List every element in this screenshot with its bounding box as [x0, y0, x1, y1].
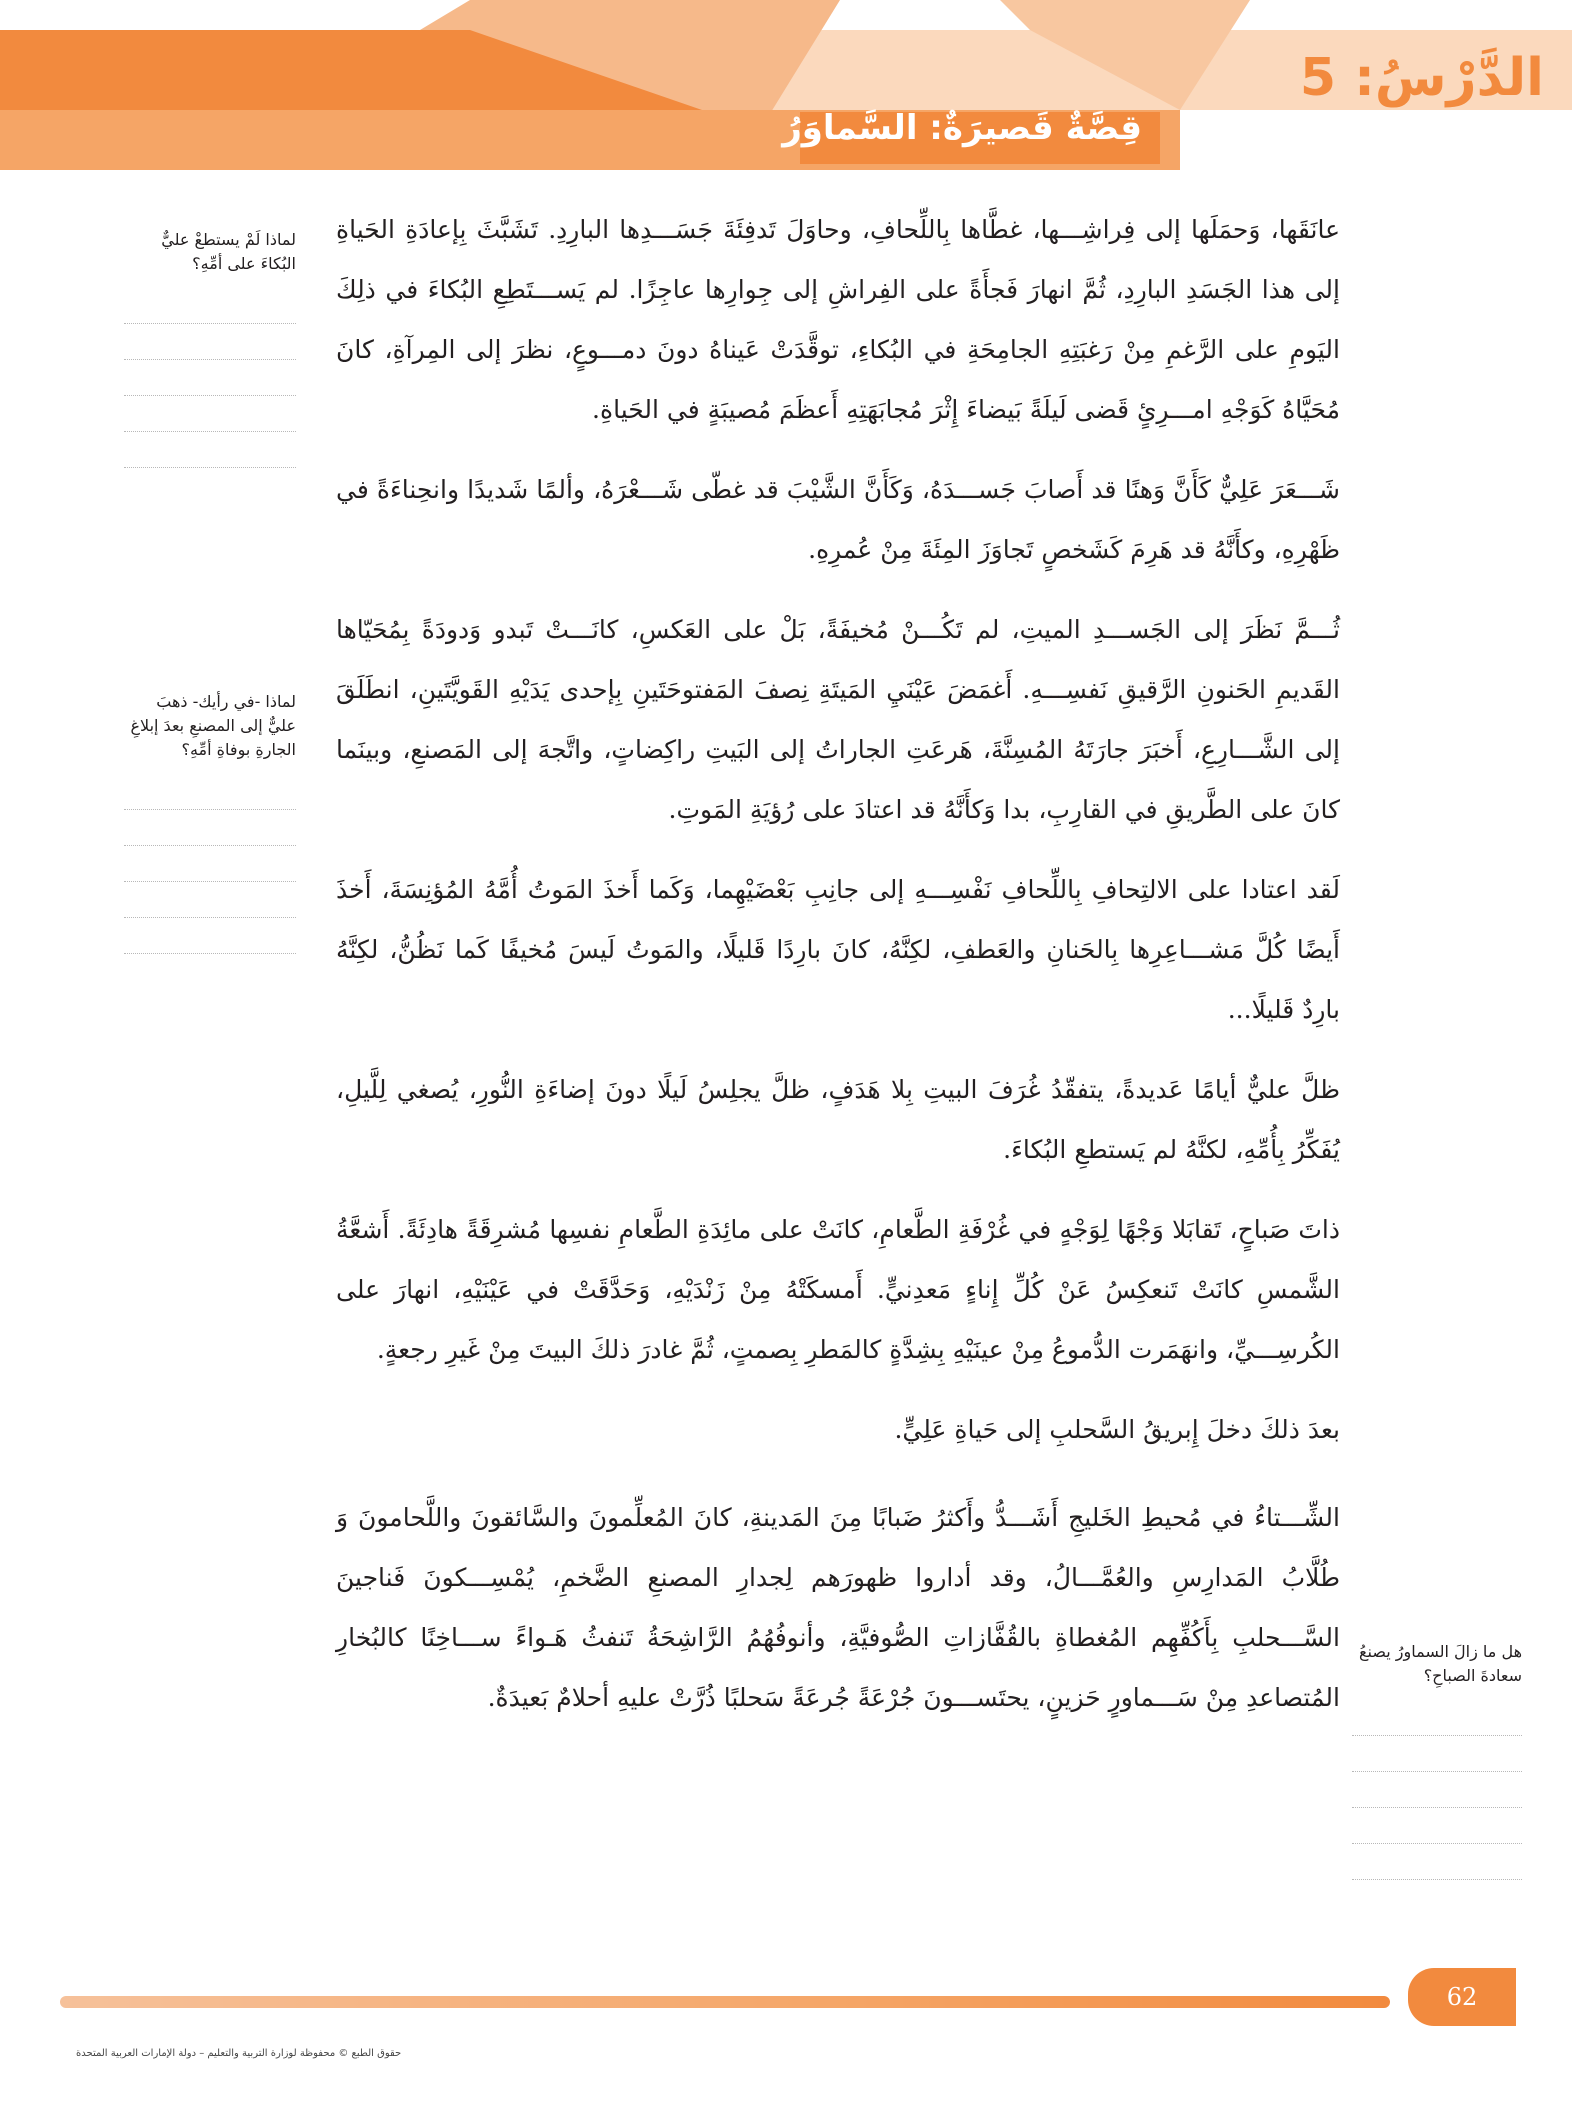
- answer-line[interactable]: [1352, 1772, 1522, 1808]
- side-question-3: هل ما زالَ السماورُ يصنعُ سعادةَ الصباحِ؟: [1359, 1642, 1522, 1685]
- story-paragraph-5: ظلَّ عليٌّ أيامًا عَديدةً، يتفقّدُ غُرَفَ البيتِ بِلا هَدَفٍ، ظلَّ يجلِسُ لَيلًا دونَ إضاءَةِ النُّورِ، يُصغي لِلَّيلِ، يُفَكِّرُ بِأُمِّهِ، لكنَّهُ لم يَستطعِ البُكاءَ.: [336, 1075, 1340, 1164]
- answer-line[interactable]: [124, 288, 296, 324]
- side-question-block-2: [124, 690, 296, 954]
- footer-bar: [60, 1996, 1390, 2008]
- story-paragraph-1: عانَقَها، وَحمَلَها إلى فِراشِـــها، غطَّاها بِاللِّحافِ، وحاوَلَ تَدفِئَةَ جَسَـــدِها البارِدِ. تَشَبَّثَ بِإعادَةِ الحَياةِ إلى هذا الجَسَدِ البارِدِ، ثُمَّ انهارَ فَجأَةً على الفِراشِ إلى جِوارِها عاجِزًا. لم يَســـتَطِعِ البُكاءَ في ذلِكَ اليَومِ على الرَّغمِ مِنْ رَغبَتِهِ الجامِحَةِ في البُكاءِ، توقَّدَتْ عَيناهُ دونَ دمـــوعٍ، نظرَ إلى المِرآةِ، كانَ مُحَيَّاهُ كَوَجْهِ امـــرِئٍ قَضى لَيلَةً بَيضاءَ إِثْرَ مُجابَهَتِهِ أَعظَمَ مُصيبَةٍ في الحَياةِ.: [336, 215, 1340, 424]
- side-question-2: لماذا -في رأيك- ذهبَ عليٌّ إلى المصنعِ بعدَ إبلاغِ الجارةِ بوفاةِ أمِّهِ؟: [130, 692, 296, 759]
- side-question-1: لماذا لَمْ يستطعْ عليٌّ البُكاءَ على أمِّهِ؟: [161, 230, 296, 273]
- answer-line[interactable]: [1352, 1844, 1522, 1880]
- answer-line[interactable]: [124, 774, 296, 810]
- story-paragraph-6: ذاتَ صَباحٍ، تَقابَلا وَجْهًا لِوَجْهٍ في غُرْفَةِ الطَّعامِ، كانَتْ على مائِدَةِ الطَّعامِ نفسِها مُشرِقَةً هادِئَةً. أَشعَّةُ الشَّمسِ كانَتْ تَنعكِسُ عَنْ كُلِّ إِناءٍ مَعدِنيٍّ. أَمسكَتْهُ مِنْ زَنْدَيْهِ، وَحَدَّقَتْ في عَيْنَيْهِ، انهارَ على الكُرسِـــيِّ، وانهَمَرت الدُّموعُ مِنْ عينَيْهِ بِشِدَّةٍ كالمَطرِ بِصمتٍ، ثُمَّ غادرَ ذلكَ البيتَ مِنْ غَيرِ رجعةٍ.: [336, 1215, 1340, 1364]
- answer-line[interactable]: [124, 882, 296, 918]
- copyright-notice: حقوق الطبع © محفوظة لوزارة التربية والتعليم – دولة الإمارات العربية المتحدة: [76, 2048, 402, 2059]
- page-number: 62: [1446, 1983, 1478, 2011]
- side-question-block-3: [1352, 1640, 1522, 1880]
- story-body: [336, 200, 1340, 1748]
- banner-white-fold: [1180, 110, 1572, 170]
- story-paragraph-2: شَـــعَرَ عَلِيٌّ كَأَنَّ وَهنًا قد أَصابَ جَســـدَهُ، وَكَأَنَّ الشَّيْبَ قد غطّى شَـــعْرَهُ، وألمًا شَديدًا وانحِناءَةً في ظَهْرِهِ، وكأَنَّهُ قد هَرِمَ كَشَخصٍ تَجاوَزَ المِئَةَ مِنْ عُمرِهِ.: [336, 475, 1340, 564]
- answer-line[interactable]: [124, 324, 296, 360]
- answer-line[interactable]: [124, 918, 296, 954]
- side-question-block-1: [124, 228, 296, 468]
- answer-line[interactable]: [124, 810, 296, 846]
- answer-line[interactable]: [1352, 1736, 1522, 1772]
- story-paragraph-8: الشِّـــتاءُ في مُحيطِ الخَليجِ أَشَـــدُّ وأَكثرُ ضَبابًا مِنَ المَدينةِ، كانَ المُعلِّمونَ والسَّائقونَ واللَّحامونَ وَ طُلَّابُ المَدارِسِ والعُمَّـــالُ، وقد أداروا ظهورَهم لِجدارِ المصنعِ الضَّخمِ، يُمْسِـــكونَ فَناجينَ السَّـــحلبِ بِأَكُفِّهِم المُغطاةِ بالقُفَّازاتِ الصُّوفيَّةِ، وأنوفُهُمُ الرَّاشِحَةُ تَنفثُ هَـواءً ســـاخِنًا كالبُخارِ المُتصاعدِ مِنْ سَـــماورٍ حَزينٍ، يحتَســـونَ جُرْعَةً جُرعَةً سَحلبًا ذُرَّتْ عليهِ أحلامٌ بَعيدَةٌ.: [336, 1503, 1340, 1712]
- answer-line[interactable]: [124, 396, 296, 432]
- answer-line[interactable]: [124, 432, 296, 468]
- answer-line[interactable]: [1352, 1700, 1522, 1736]
- story-paragraph-4: لَقد اعتادا على الالتِحافِ بِاللِّحافِ نَفْسِـــهِ إلى جانِبِ بَعْضَيْهِما، وَكَما أَخذَ المَوتُ أُمَّهُ المُؤنِسَةَ، أَخذَ أَيضًا كُلَّ مَشـــاعِرِها بِالحَنانِ والعَطفِ، لكِنَّهُ، كانَ بارِدًا قَليلًا، والمَوتُ لَيسَ مُخيفًا كَما نَظُنُّ، لكِنَّهُ بارِدٌ قَليلًا...: [336, 875, 1340, 1024]
- story-paragraph-7: بعدَ ذلكَ دخلَ إِبريقُ السَّحلبِ إلى حَياةِ عَلِيٍّ.: [894, 1415, 1340, 1444]
- lesson-subtitle: قِصَّةٌ قَصيرَةٌ: السَّماوَرُ: [782, 108, 1142, 148]
- story-paragraph-3: ثُـــمَّ نَظَرَ إلى الجَســـدِ الميتِ، لم تَكُـــنْ مُخيفَةً، بَلْ على العَكسِ، كانَـــتْ تَبدو وَدودَةً بِمُحَيّاها القَديمِ الحَنونِ الرَّقيقِ نَفسِـــهِ. أَغمَضَ عَيْنَيِ المَيتَةِ نِصفَ المَفتوحَتَينِ بِإحدى يَدَيْهِ القَويَّتَينِ، انطَلَقَ إلى الشَّـــارِعِ، أَخبَرَ جارَتَهُ المُسِنَّةَ، هَرعَتِ الجاراتُ إلى البَيتِ راكِضاتٍ، واتَّجهَ إلى المَصنعِ، وبينَما كانَ على الطَّريقِ في القارِبِ، بدا وَكأَنَّهُ قد اعتادَ على رُؤيَةِ المَوتِ.: [336, 615, 1340, 824]
- answer-line[interactable]: [124, 360, 296, 396]
- answer-line[interactable]: [124, 846, 296, 882]
- answer-line[interactable]: [1352, 1808, 1522, 1844]
- lesson-title: الدَّرْسُ: 5: [1299, 48, 1544, 108]
